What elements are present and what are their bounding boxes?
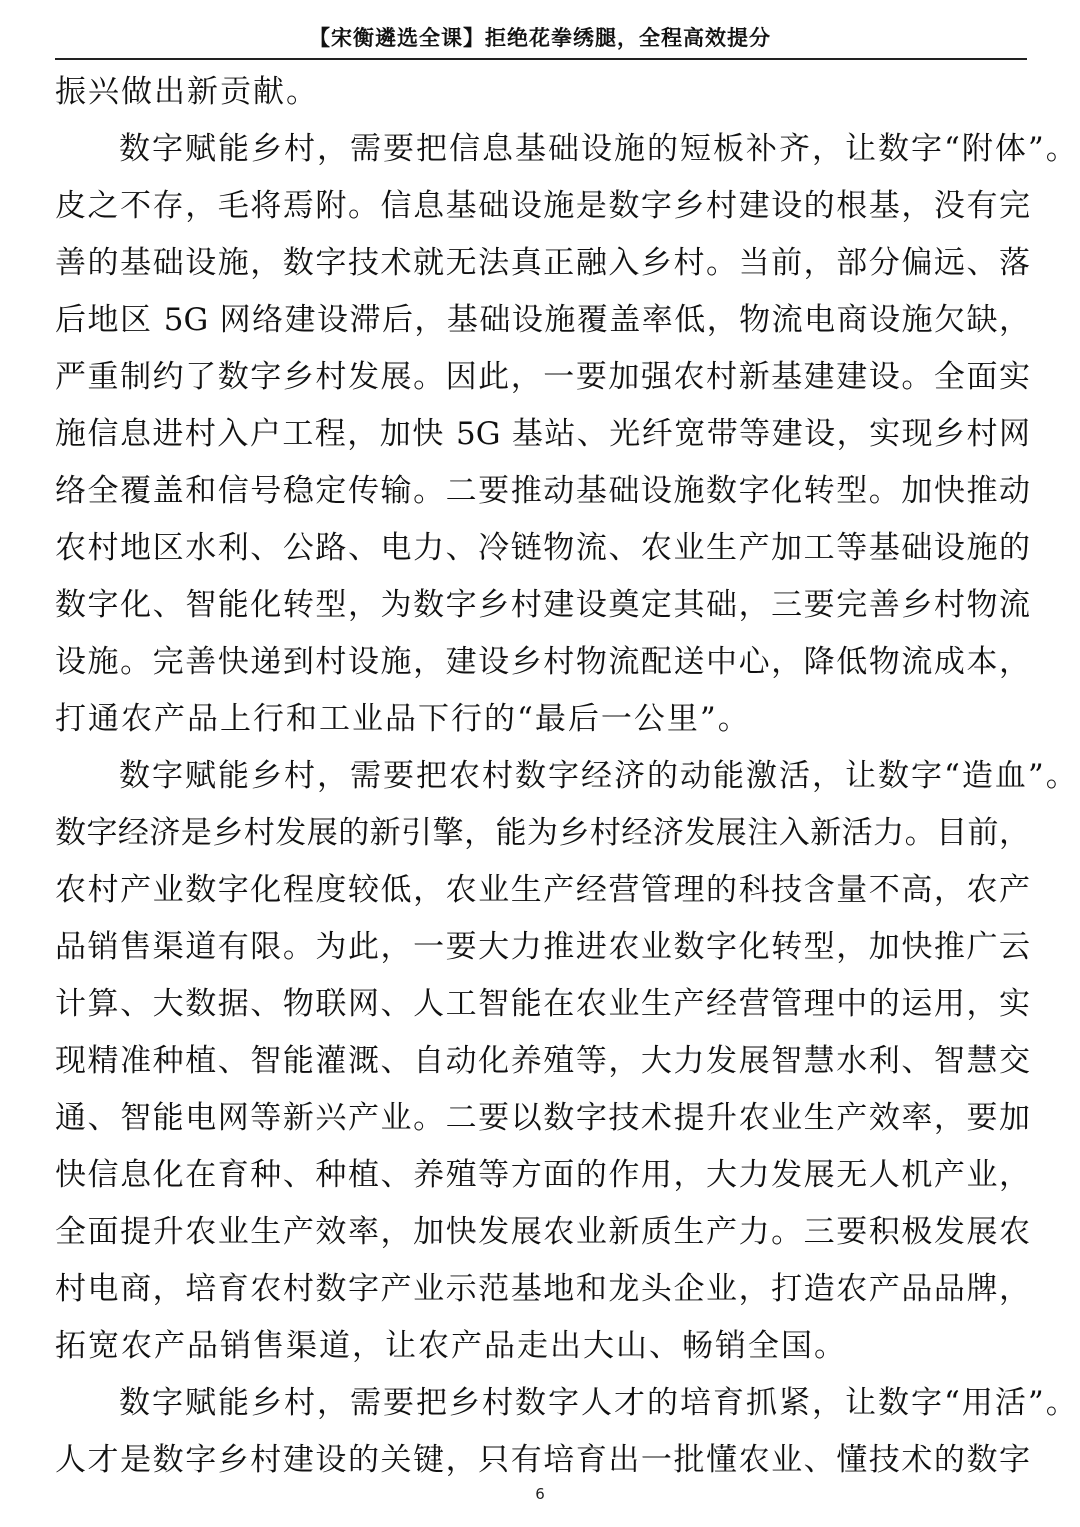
- text-line: 打通农产品上行和工业品下行的“最后一公里”。: [55, 701, 751, 737]
- text-line: 振兴做出新贡献。: [55, 74, 319, 110]
- text-line: 数字赋能乡村，需要把乡村数字人才的培育抓紧，让数字“用活”。: [119, 1385, 1079, 1421]
- text-line: 施信息进村入户工程，加快 5G 基站、光纤宽带等建设，实现乡村网: [55, 416, 1030, 452]
- text-line: 络全覆盖和信号稳定传输。二要推动基础设施数字化转型。加快推动: [55, 473, 1030, 509]
- text-line: 数字经济是乡村发展的新引擎，能为乡村经济发展注入新活力。目前，: [55, 815, 1030, 851]
- text-line: 数字赋能乡村，需要把信息基础设施的短板补齐，让数字“附体”。: [119, 131, 1079, 167]
- text-line: 数字赋能乡村，需要把农村数字经济的动能激活，让数字“造血”。: [119, 758, 1079, 794]
- page-header-title: 【宋衡遴选全课】拒绝花拳绣腿，全程高效提分: [309, 26, 771, 50]
- text-line: 村电商，培育农村数字产业示范基地和龙头企业，打造农产品品牌，: [55, 1271, 1030, 1307]
- text-line: 快信息化在育种、种植、养殖等方面的作用，大力发展无人机产业，: [55, 1157, 1030, 1193]
- text-line: 拓宽农产品销售渠道，让农产品走出大山、畅销全国。: [55, 1328, 847, 1364]
- text-line: 通、智能电网等新兴产业。二要以数字技术提升农业生产效率，要加: [55, 1100, 1030, 1136]
- text-line: 设施。完善快递到村设施，建设乡村物流配送中心，降低物流成本，: [55, 644, 1030, 680]
- page-number: 6: [535, 1485, 545, 1503]
- text-line: 品销售渠道有限。为此，一要大力推进农业数字化转型，加快推广云: [55, 929, 1030, 965]
- text-line: 后地区 5G 网络建设滞后，基础设施覆盖率低，物流电商设施欠缺，: [55, 302, 1030, 338]
- text-line: 现精准种植、智能灌溉、自动化养殖等，大力发展智慧水利、智慧交: [55, 1043, 1030, 1079]
- text-line: 农村地区水利、公路、电力、冷链物流、农业生产加工等基础设施的: [55, 530, 1030, 566]
- text-line: 人才是数字乡村建设的关键，只有培育出一批懂农业、懂技术的数字: [55, 1442, 1030, 1478]
- text-line: 数字化、智能化转型，为数字乡村建设奠定其础，三要完善乡村物流: [55, 587, 1030, 623]
- text-line: 善的基础设施，数字技术就无法真正融入乡村。当前，部分偏远、落: [55, 245, 1030, 281]
- document-body: [55, 64, 1079, 1489]
- text-line: 计算、大数据、物联网、人工智能在农业生产经营管理中的运用，实: [55, 986, 1030, 1022]
- text-line: 皮之不存，毛将焉附。信息基础设施是数字乡村建设的根基，没有完: [55, 188, 1030, 224]
- text-line: 全面提升农业生产效率，加快发展农业新质生产力。三要积极发展农: [55, 1214, 1030, 1250]
- text-line: 严重制约了数字乡村发展。因此，一要加强农村新基建建设。全面实: [55, 359, 1030, 395]
- header-divider: [55, 58, 1027, 60]
- text-line: 农村产业数字化程度较低，农业生产经营管理的科技含量不高，农产: [55, 872, 1030, 908]
